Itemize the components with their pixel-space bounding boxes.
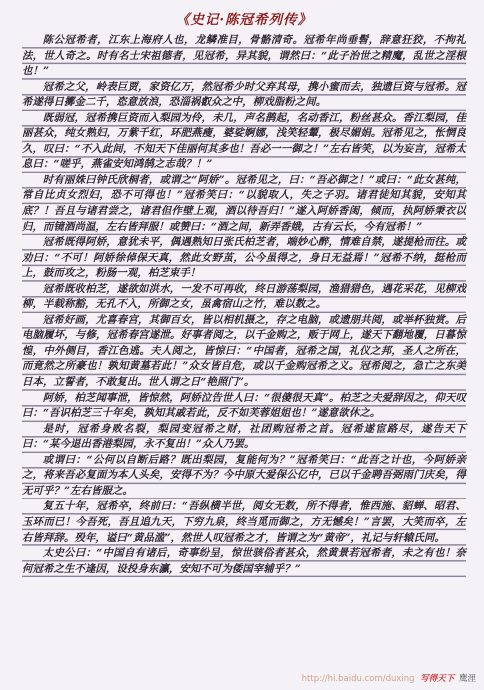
paragraph: 时有丽姝曰钟氏欣桐者，或谓之“阿娇”。冠希见之，曰：“吾必御之！”或曰：“此女甚纯，常自比贞女烈妇，恐不可得也！”冠希笑曰：“以貌取人，失之子羽。诸君徒知其貌，安知其底？！吾且与诸君尝之，诸君但作壁上观，酒以待吾归！”遂入阿娇香闺，倾而，执阿娇秉衣以归，而镜酒尚温，左右皆拜服！或赞曰：“酒之间，新弄香娥，古有云长，今有冠希！” — [22, 173, 466, 235]
paragraph: 太史公曰：“中国自有诸后，奇事纷呈，惊世骇俗者甚众，然黄景若冠希者，未之有也！奈何冠希之生不逢因，设投身东瀛，安知不可为倭国宰辅乎？” — [22, 546, 466, 577]
paragraph: 冠希好画，尤喜春宫，其御百女，皆以相机摄之，存之电脑，或遗朋共阅，或举杯独赏。后电脑履坏，与修，冠希春宫遂泄。好事者阅之，以千金购之，贩于网上，遂天下翻地覆，日暮惊惶，中外侧目，香江色逃。夫人阅之，皆惊曰：“中国者，冠希之国，礼仪之邦，圣人之所在，而竟然之所豪也！孰知黄墓若此！”众女皆自危，或以千金购冠希之义。冠希阅之，急亡之东美日本，立誓者，不敢复出。世人谓之日“艳照门”。 — [22, 313, 466, 391]
document-body — [22, 33, 466, 577]
source-url: http://hi.baidu.com/duxing — [301, 674, 415, 684]
author-name: 鹰浬 — [458, 674, 476, 684]
watermark-text: 写得天下 — [420, 674, 455, 684]
paragraph: 是时，冠希身败名裂，梨园变冠希之财，社团购冠希之首。冠希遂宦路尽，遂告天下曰：“某今退出香港梨园，永不复出！”众人乃罢。 — [22, 422, 466, 453]
paragraph: 既弱冠，冠希携巨资而入梨园为伶，未几，声名鹊起，名动香江，粉丝甚众。香江梨园，佳丽甚众，纯女熟妇，万紫千红，环肥燕瘦，婆娑婀娜，浅笑轻颦，极尽媚娟。冠希见之，怅惘良久，叹曰：“不入此间，不知天下佳丽何其多也！吾必一一御之！”左右皆笑，以为妄言，冠希太息曰：“嗟乎，燕雀安知鸿鹄之志哉？！” — [22, 111, 466, 173]
watermark-footer — [302, 672, 476, 684]
paragraph: 冠希之父，岭表巨贾，家资亿万，然冠希少时父弃其母，携小蜜而去，独遗巨资与冠希。冠希遂得日擲金二千，恣意放浪，恐淄祸叡众之中，柳戏脂粉之间。 — [22, 80, 466, 111]
paragraph: 冠希既收柏芝，遂欲如洪水，一发不可再收，终日游荡梨园，渔猎猎色，遇花采花，见柳戏柳，半载称豁，无孔不入，所御之女，虽禽宿山之竹，难以数之。 — [22, 282, 466, 313]
paragraph: 冠希既得阿娇，意犹未平，偶遇熟知日张氏柏芝者，端妙心醉，情难自禁，遂提枪而往。或劝曰：“不可！阿娇徐倬保天真，然此女野茧，公今虽得之，身日无益焉！”冠希不纳，挺枪而上，鼓而攻之，粉肠一观，柏芝束手！ — [22, 235, 466, 282]
paragraph: 或谓曰：“公何以自断后路？既出梨园，复能何为？”冠希笑曰：“此吾之计也，今阿娇亲之，将来吾必复面为本人头矣，安得不为？今中原大爱保公亿中，已以千金聘吾弼雨门庆矣，得无可乎？”左右皆服之。 — [22, 453, 466, 500]
paragraph: 陈公冠希者，江东上海府人也，龙鳞准目，骨骼清奇。冠希年尚垂髫，辞意狂狡，不拘礼法，世人奇之。时有名士宋祖德者，见冠希，异其貌，谓然曰：“此子治世之精魔，乱世之淫根也！” — [22, 33, 466, 80]
paragraph: 阿娇，柏芝闻事泄，皆惊然，阿娇泣告世人曰：“很傻很天真”。柏芝之夫爱辞因之，仰天叹曰：“吾识柏芝三十年矣，孰知其戚若此，反不如芙蓉姐姐也！”遂意欲休之。 — [22, 391, 466, 422]
paragraph: 复五十年，冠希卒，终前曰：“吾纵横半世，阅女无数，所不得者，惟西施、貂蝉、昭君、玉环而已！今吾死，吾且追九天，下穷九泉，终当觅而御之，方无憾矣！”言罢，大笑而卒，左右皆拜辞。殁年，谥曰“黄品滥”，然世人叹冠希之才，皆谓之为“黄帝”，礼记与轩辕氏同。 — [22, 499, 466, 546]
document-title: 《史记·陈冠希列传》 — [175, 12, 313, 28]
